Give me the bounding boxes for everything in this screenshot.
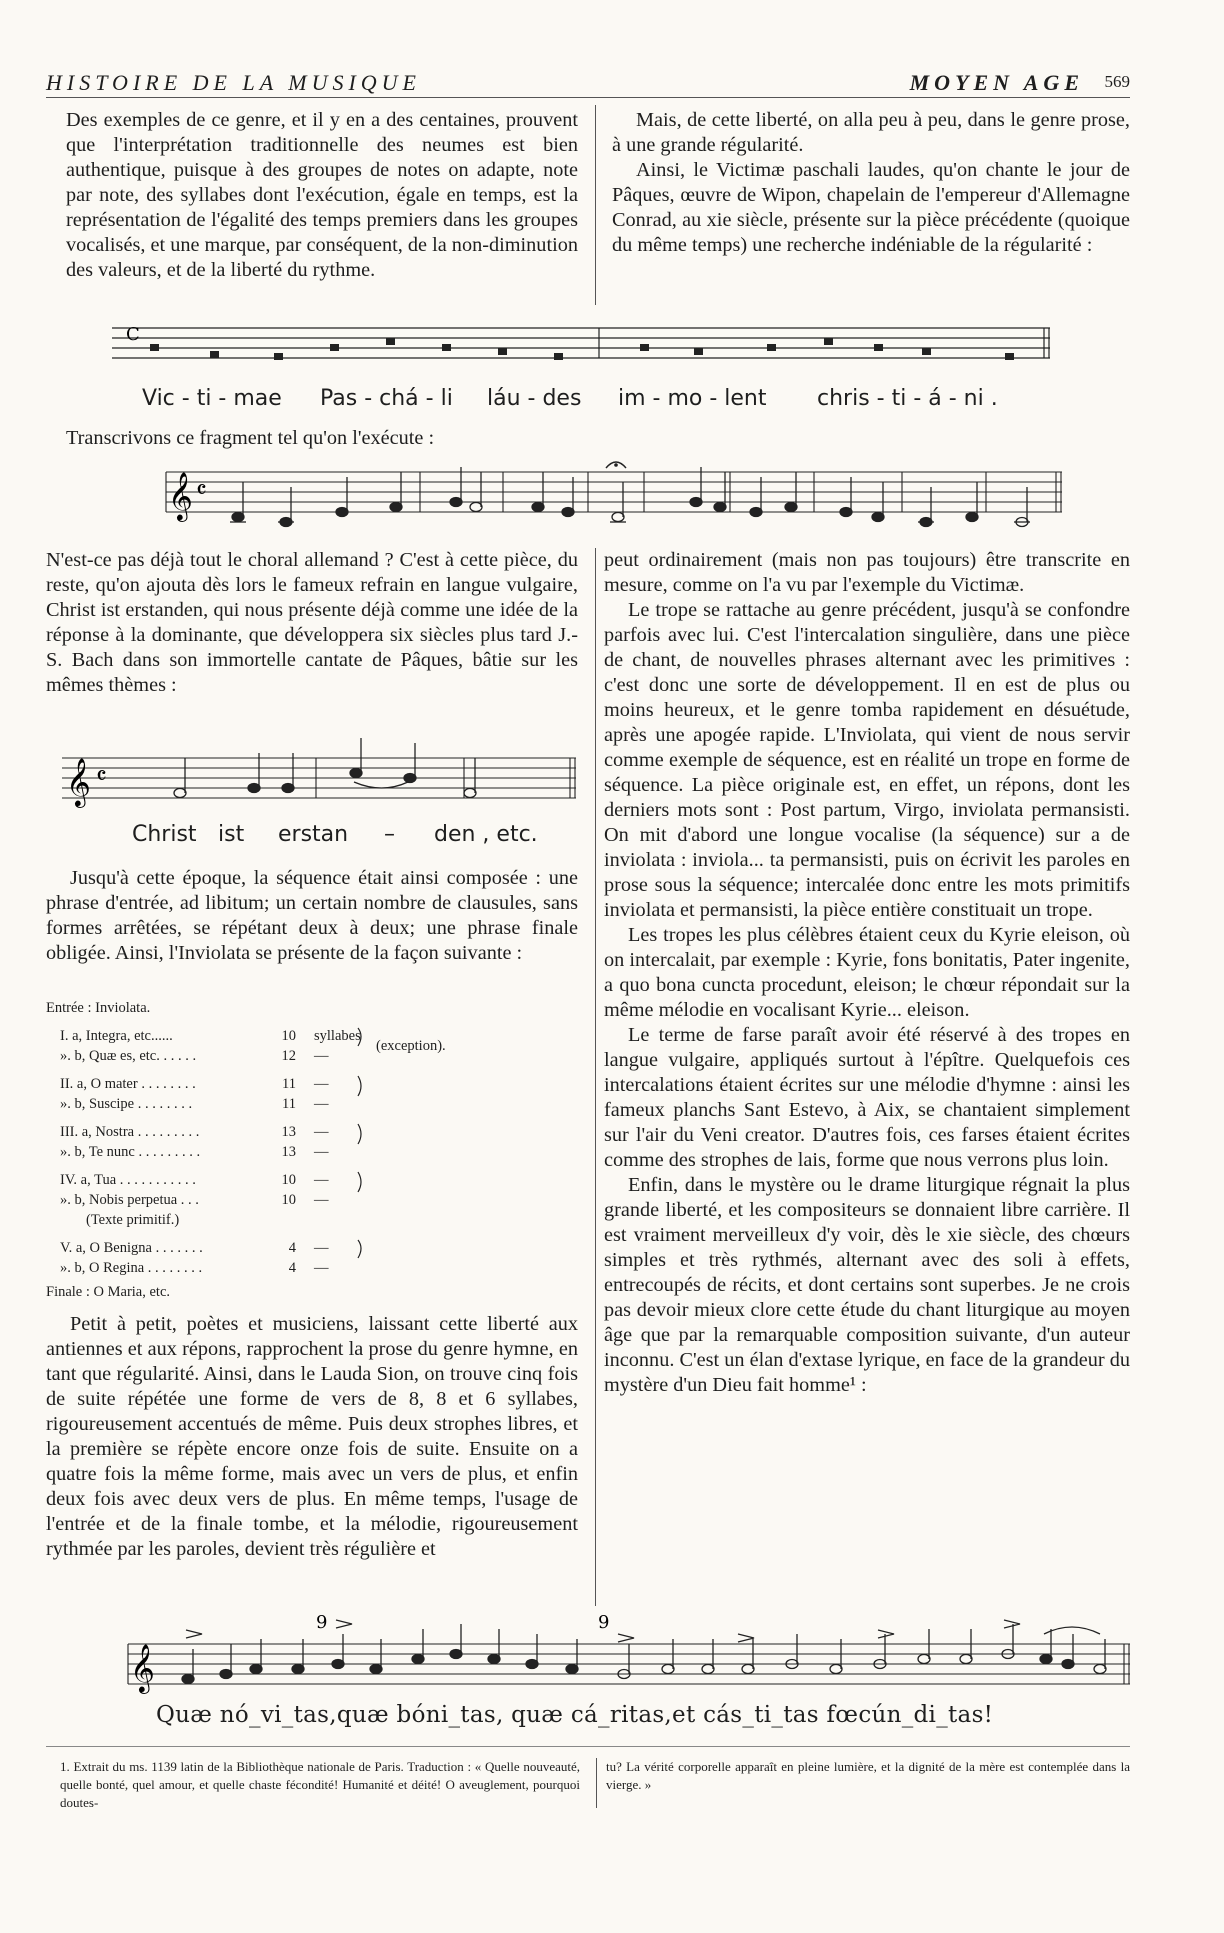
row-unit: — [314,1172,329,1188]
row-count: 4 [288,1240,296,1256]
entry-label: Entrée : Inviolata. [46,1000,151,1016]
music-example-transcription-staff [166,462,1064,542]
lyric-syllable: láu - des [487,386,582,411]
row-unit: syllabes [314,1028,361,1044]
svg-text:9: 9 [316,1612,328,1633]
left-column-p2 [46,866,578,966]
table-row [46,1172,586,1194]
table-row [46,1076,586,1098]
lyric-syllable: Pas - chá - li [320,386,453,411]
row-count: 10 [281,1172,296,1188]
row-label: ». b, Nobis perpetua . . . [60,1192,199,1208]
row-unit: — [314,1192,329,1208]
lyric-syllable: im - mo - lent [618,386,767,411]
table-final [46,1284,586,1306]
left-column-p3 [46,1312,578,1562]
music-example-victimae-staff [112,320,1052,380]
header-rule [46,97,1130,98]
svg-text:𝄞: 𝄞 [66,757,91,806]
table-entry [46,1000,586,1022]
row-unit: — [314,1240,329,1256]
row-label: I. a, Integra, etc...... [60,1028,173,1044]
final-label: Finale : O Maria, etc. [46,1284,171,1300]
svg-text:𝄴: 𝄴 [196,476,207,504]
footnote-rule [46,1746,1130,1747]
row-count: 11 [282,1096,296,1112]
svg-text:𝄞: 𝄞 [168,471,193,520]
header-left-title: HISTOIRE DE LA MUSIQUE [46,70,421,95]
lyric-word: – [384,822,395,847]
lyric-word: ist [218,822,245,847]
paragraph: Ainsi, le Victimæ paschali laudes, qu'on chante le jour de Pâques, œuvre de Wipon, chapelain de l'empereur d'Allemagne Conrad, au xie siècle, présente sur la pièce précédente (quoique du même temps) une recherche indéniable de la régularité : [612,159,1130,256]
row-unit: — [314,1124,329,1140]
paragraph: Les tropes les plus célèbres étaient ceux du Kyrie eleison, où on intercalait, par exemple : Kyrie, fons bonitatis, Pater ingenite, a quo bona cuncta procedunt, eleison; le chœur répondait sur la même mélodie en vocalisant Kyrie... eleison. [604,924,1130,1021]
row-label: (Texte primitif.) [86,1212,180,1228]
svg-text:𝄞: 𝄞 [130,1643,155,1692]
music-example-quae-novitas [128,1614,1132,1704]
row-count: 4 [288,1260,296,1276]
table-row [46,1048,586,1070]
lyric-word: erstan [278,822,349,847]
row-label: ». b, Te nunc . . . . . . . . . [60,1144,201,1160]
left-column-p1 [46,548,578,698]
svg-text:9: 9 [598,1612,610,1633]
table-row [46,1192,586,1214]
table-row [46,1260,586,1282]
top-right-column [612,108,1130,258]
music4-lyrics: Quæ nó_vi_tas,quæ bóni_tas, quæ cá_ritas,et cás_ti_tas fœcún_di_tas! [156,1702,994,1728]
paragraph: Mais, de cette liberté, on alla peu à peu, dans le genre prose, à une grande régularité. [612,109,1130,156]
row-unit: — [314,1048,329,1064]
music-example-christ-ist-erstanden [62,742,578,822]
row-unit: — [314,1076,329,1092]
row-count: 12 [281,1048,296,1064]
table-row [46,1212,586,1234]
table-row [46,1096,586,1118]
paragraph: Jusqu'à cette époque, la séquence était ainsi composée : une phrase d'entrée, ad libitum; un certain nombre de clausules, sans formes arrêtées, se répétant deux à deux; une phrase finale obligée. Ainsi, l'Inviolata se présente de la façon suivante : [46,867,578,964]
row-count: 10 [281,1192,296,1208]
running-header [46,70,1130,100]
column-divider [595,548,596,1606]
pairing-braces [356,1028,370,1248]
row-label: ». b, Quæ es, etc. . . . . . [60,1048,197,1064]
footnote-right: tu? La vérité corporelle apparaît en pleine lumière, et la dignité de la mère est contemplée dans la vierge. » [606,1759,1130,1792]
header-right-title: MOYEN AGE [909,70,1084,95]
paragraph: Transcrivons ce fragment tel qu'on l'exécute : [66,427,435,449]
lyric-word: Christ [132,822,197,847]
row-label: ». b, Suscipe . . . . . . . . [60,1096,193,1112]
transcription-intro [66,426,766,451]
right-column-lower [604,548,1130,1398]
row-label: III. a, Nostra . . . . . . . . . [60,1124,200,1140]
paragraph: Petit à petit, poètes et musiciens, laissant cette liberté aux antiennes et aux répons, rapprochent la prose du genre hymne, en tant que régularité. Ainsi, dans le Lauda Sion, on trouve cinq fois de suite répétée une forme de vers de 8, 8 et 6 syllabes, rigoureusement accentués de même. Puis deux strophes libres, et la première se répète encore onze fois de suite. Ensuite on a quatre fois la même forme, mais avec un vers de plus, et enfin deux fois avec deux vers de plus. En même temps, l'usage de l'entrée et de la finale tombe, et la mélodie, rigoureusement rythmée par les paroles, devient très régulière et [46,1313,578,1560]
row-label: II. a, O mater . . . . . . . . [60,1076,196,1092]
row-count: 11 [282,1076,296,1092]
row-count: 13 [281,1124,296,1140]
paragraph: Le trope se rattache au genre précédent, jusqu'à se confondre parfois avec lui. C'est l'intercalation singulière, dans une pièce de chant, de nouvelles phrases alternant avec les primitives : c'est donc une sorte de développement. Il en est de plus ou moins heureux, et le genre tomba rapidement en désuétude, après une apogée rapide. L'Inviolata, qui vient de nous servir comme exemple de séquence, est en réalité un trope en forme de séquence. La pièce originale est, en effet, un répons, dont les derniers mots sont : Post partum, Virgo, inviolata permansisti. On mit d'abord une longue vocalise (la séquence) sur a de inviolata : inviola... ta permansisti, puis on écrivit les paroles en prose sous la séquence; intercalée donc entre les mots primitifs inviolata et permansisti, la pièce entière constituait un trope. [604,599,1130,921]
row-unit: — [314,1260,329,1276]
row-label: ». b, O Regina . . . . . . . . [60,1260,203,1276]
page-number: 569 [1104,72,1130,91]
paragraph: N'est-ce pas déjà tout le choral allemand ? C'est à cette pièce, du reste, qu'on ajouta dès lors le fameux refrain en langue vulgaire, Christ ist erstanden, qui nous présente déjà comme une idée de la réponse à la dominante, que développera six siècles plus tard J.-S. Bach dans son immortelle cantate de Pâques, bâtie sur les mêmes thèmes : [46,549,578,696]
row-unit: — [314,1144,329,1160]
footnote-left: 1. Extrait du ms. 1139 latin de la Bibliothèque nationale de Paris. Traduction : « Quelle nouveauté, quelle bonté, quel amour, et quelle chaste fécondité! Humanité et déité! O aveuglement, pourquoi doutes- [60,1759,580,1810]
lyric-syllable: Vic - ti - mae [142,386,282,411]
paragraph: Enfin, dans le mystère ou le drame liturgique régnait la plus grande liberté, et les compositeurs se donnaient libre carrière. Il est vraiment merveilleux d'y voir, dès le xie siècle, des chœurs simples et très rythmés, alternant avec des soli à effets, entrecoupés de récits, et dont certains sont superbes. Je ne crois pas devoir mieux clore cette étude du chant liturgique au moyen âge que par la remarquable composition suivante, d'un auteur inconnu. C'est un élan d'extase lyrique, en face de la grandeur du mystère d'un Dieu fait homme¹ : [604,1174,1130,1396]
svg-text:𝄴: 𝄴 [96,762,107,790]
footnote-divider [596,1758,597,1808]
table-row [46,1240,586,1262]
exception-note: (exception). [376,1038,446,1054]
row-label: IV. a, Tua . . . . . . . . . . . [60,1172,196,1188]
row-count: 13 [281,1144,296,1160]
row-count: 10 [281,1028,296,1044]
paragraph: Le terme de farse paraît avoir été réservé à des tropes en langue vulgaire, appliqués surtout à l'épître. Quelquefois ces intercalations étaient écrites sur une mélodie d'hymne : ainsi les fameux planchs Sant Estevo, à Aix, se chantaient simplement sur l'air du Veni creator. D'autres fois, ces farses étaient écrites comme des strophes de lais, forme que nous verrons plus loin. [604,1024,1130,1171]
top-left-column [66,108,578,283]
lyric-word: den , etc. [434,822,538,847]
svg-text:C: C [126,324,140,345]
row-label: V. a, O Benigna . . . . . . . [60,1240,203,1256]
table-row [46,1144,586,1166]
lyric-syllable: chris - ti - á - ni . [817,386,998,411]
row-unit: — [314,1096,329,1112]
column-divider [595,105,596,305]
table-row [46,1028,586,1050]
table-row [46,1124,586,1146]
paragraph: Des exemples de ce genre, et il y en a des centaines, prouvent que l'interprétation traditionnelle des neumes est bien authentique, puisque à des groupes de notes on adapte, note par note, des syllabes dont l'exécution, égale en temps, est la représentation de l'égalité des temps premiers dans les groupes vocalisés, et une marque, par conséquent, de la non-diminution des valeurs, et de la liberté du rythme. [66,109,578,281]
paragraph: peut ordinairement (mais non pas toujours) être transcrite en mesure, comme on l'a vu par l'exemple du Victimæ. [604,549,1130,596]
